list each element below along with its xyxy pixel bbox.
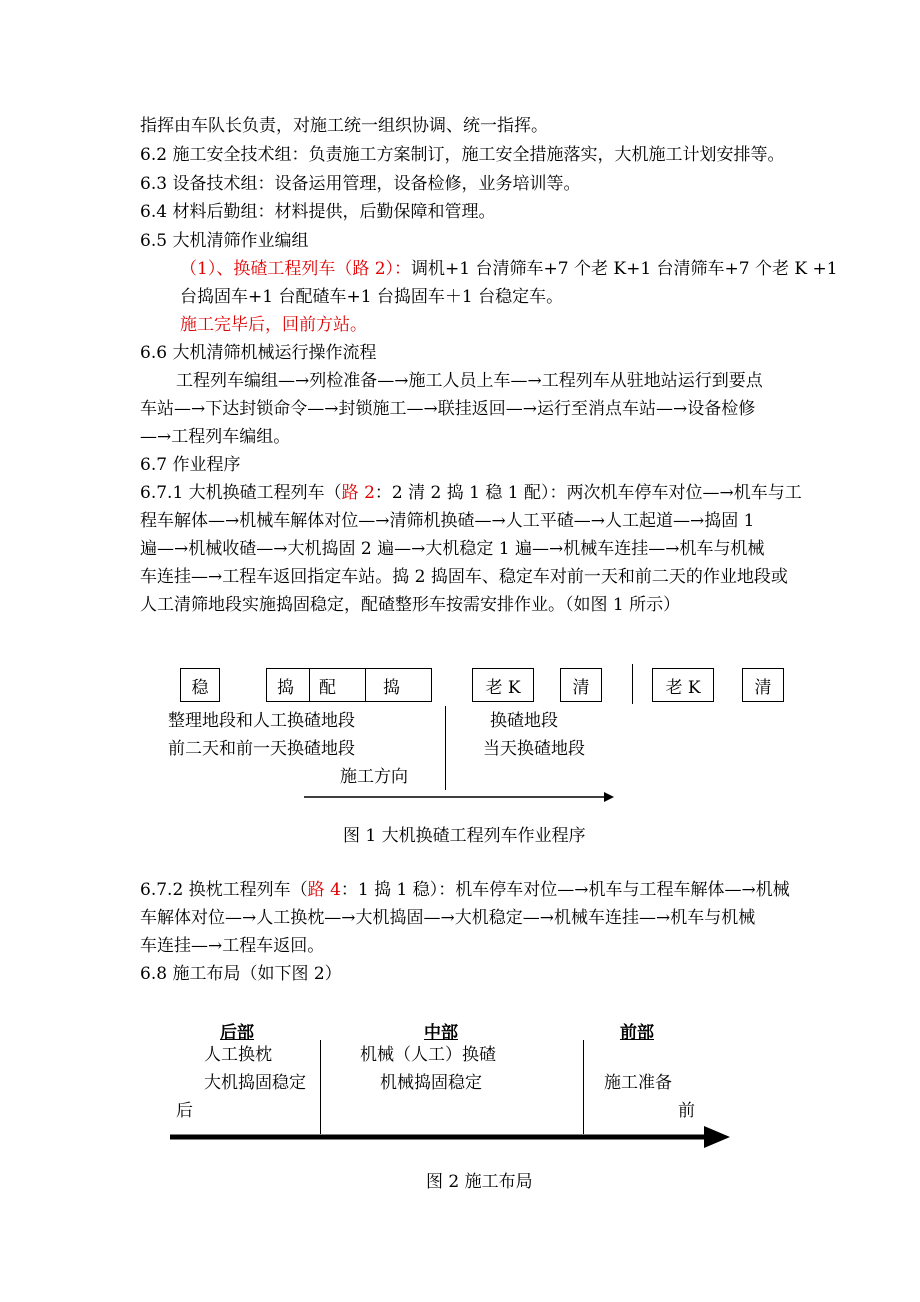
section-6-3: 6.3 设备技术组：设备运用管理，设备检修，业务培训等。 [140, 174, 581, 194]
flow-line-3: —→工程列车编组。 [140, 427, 291, 447]
section-6-7-1 [140, 481, 802, 505]
procedure-line-5: 人工清筛地段实施捣固稳定，配碴整形车按需安排作业。（如图 1 所示） [140, 595, 681, 615]
rear-end-label: 后 [176, 1101, 193, 1121]
paragraph-line: 指挥由车队长负责，对施工统一组织协调、统一指挥。 [140, 116, 548, 136]
procedure-line-4: 车连挂—→工程车返回指定车站。捣 2 捣固车、稳定车对前一天和前二天的作业地段或 [140, 567, 788, 587]
procedure-line-3: 遍—→机械收碴—→大机捣固 2 遍—→大机稳定 1 遍—→机械车连挂—→机车与机械 [140, 539, 765, 559]
zone-label: 当天换碴地段 [483, 739, 585, 759]
text-part: 6.7.1 大机换碴工程列车（ [140, 483, 342, 503]
section-divider [320, 1040, 321, 1134]
middle-task: 机械捣固稳定 [380, 1073, 482, 1093]
procedure-line: 车解体对位—→人工换枕—→大机捣固—→大机稳定—→机械车连挂—→机车与机械 [140, 908, 756, 928]
route-label: 路 2 [341, 483, 375, 503]
hopper-car-box: 老 K [472, 668, 534, 702]
front-section-heading: 前部 [620, 1023, 654, 1043]
text-part: ：2 清 2 捣 1 稳 1 配）：两次机车停车对位—→机车与工 [374, 483, 802, 503]
front-end-label: 前 [678, 1101, 695, 1121]
middle-task: 机械（人工）换碴 [360, 1045, 496, 1065]
section-6-8: 6.8 施工布局（如下图 2） [140, 964, 342, 984]
figure-2-caption: 图 2 施工布局 [426, 1172, 533, 1192]
zone-label: 前二天和前一天换碴地段 [168, 739, 355, 759]
section-6-7: 6.7 作业程序 [140, 455, 241, 475]
tamper-car-label: 捣 [383, 677, 400, 698]
tamper-car-label: 捣 [277, 677, 294, 698]
section-6-2: 6.2 施工安全技术组：负责施工方案制订，施工安全措施落实，大机施工计划安排等。 [140, 145, 785, 165]
section-6-5: 6.5 大机清筛作业编组 [140, 231, 309, 251]
procedure-line: 车连挂—→工程车返回。 [140, 936, 325, 956]
formation-line-1 [180, 257, 838, 281]
zone-label: 换碴地段 [490, 711, 558, 731]
hopper-car-box: 老 K [652, 668, 714, 702]
flow-line-1: 工程列车编组—→列检准备—→施工人员上车—→工程列车从驻地站运行到要点 [176, 371, 763, 391]
text-part: ：1 捣 1 稳）：机车停车对位—→机车与工程车解体—→机械 [340, 880, 790, 900]
direction-label: 施工方向 [340, 767, 408, 787]
section-6-7-2 [140, 878, 790, 902]
rear-section-heading: 后部 [220, 1023, 254, 1043]
zone-label: 整理地段和人工换碴地段 [168, 711, 355, 731]
return-note: 施工完毕后，回前方站。 [180, 315, 367, 335]
front-task: 施工准备 [604, 1073, 672, 1093]
cleaner-car-box: 清 [742, 668, 784, 702]
text-part: 6.7.2 换枕工程列车（ [140, 880, 308, 900]
zone-divider [445, 706, 446, 790]
formation-line-2: 台捣固车+1 台配碴车+1 台捣固车＋1 台稳定车。 [180, 287, 564, 307]
stabilizer-car-box: 稳 [180, 668, 220, 702]
rear-task: 人工换枕 [204, 1045, 272, 1065]
direction-arrow-icon [300, 788, 620, 806]
tamper-group-box [266, 668, 432, 702]
procedure-line-2: 程车解体—→机械车解体对位—→清筛机换碴—→人工平碴—→人工起道—→捣固 1 [140, 511, 755, 531]
section-6-4: 6.4 材料后勤组：材料提供，后勤保障和管理。 [140, 202, 496, 222]
cleaner-car-box: 清 [560, 668, 602, 702]
route-label: 路 4 [307, 880, 341, 900]
rear-task: 大机捣固稳定 [204, 1073, 306, 1093]
divider [632, 664, 633, 704]
formation-label: （1）、换碴工程列车（路 2）： [180, 259, 412, 279]
figure-1-caption: 图 1 大机换碴工程列车作业程序 [343, 826, 586, 846]
section-divider [583, 1040, 584, 1134]
flow-line-2: 车站—→下达封锁命令—→封锁施工—→联挂返回—→运行至消点车站—→设备检修 [140, 399, 756, 419]
ballast-car-label: 配 [319, 677, 336, 698]
middle-section-heading: 中部 [424, 1023, 458, 1043]
section-6-6: 6.6 大机清筛机械运行操作流程 [140, 343, 377, 363]
direction-arrow-icon [168, 1124, 734, 1150]
formation-text: 调机+1 台清筛车+7 个老 K+1 台清筛车+7 个老 K +1 [411, 259, 838, 279]
